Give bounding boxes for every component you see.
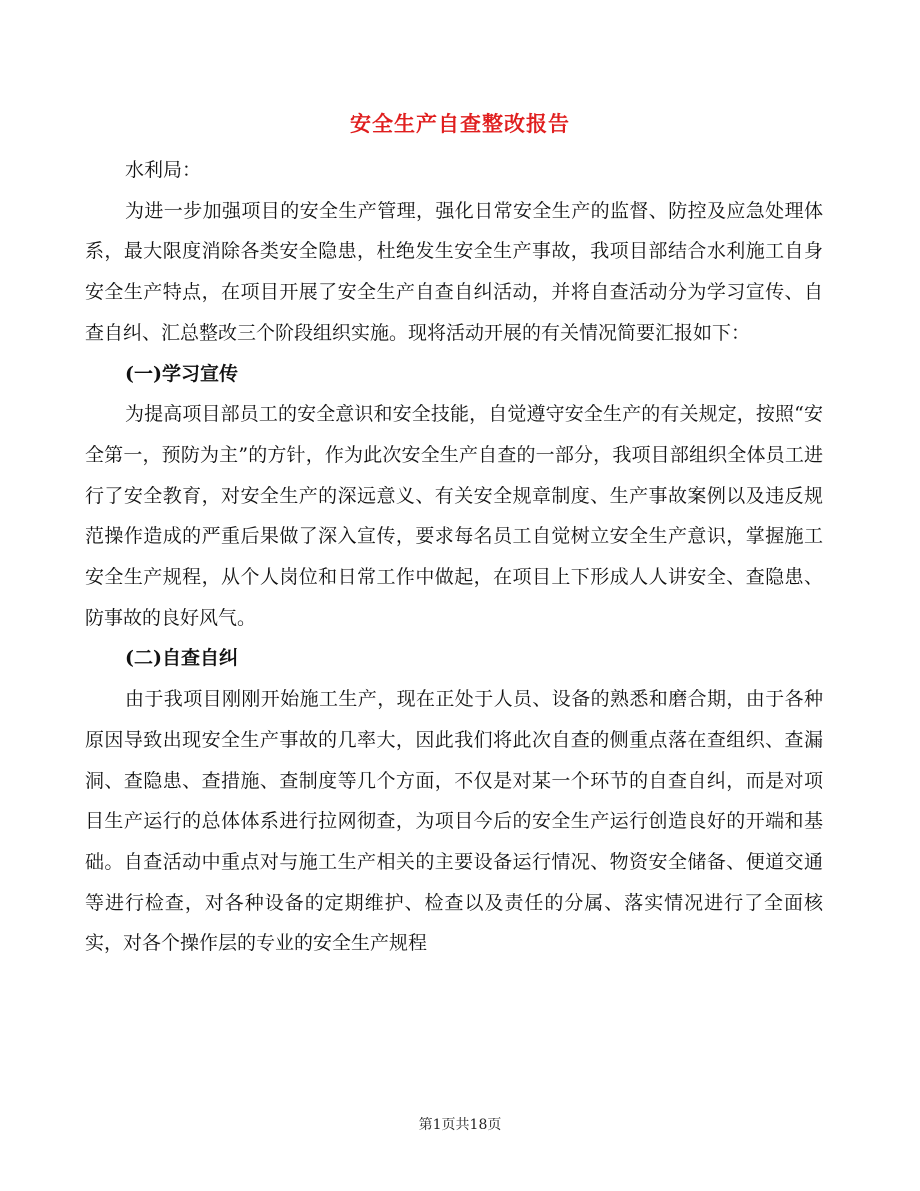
- salutation: 水利局：: [125, 159, 202, 181]
- section-paragraph-2: 由于我项目刚刚开始施工生产，现在正处于人员、设备的熟悉和磨合期，由于各种原因导致出现安全生产事故的几率大，因此我们将此次自查的侧重点落在查组织、查漏洞、查隐患、查措施、查制度等几个方面，不仅是对某一个环节的自查自纠，而是对项目生产运行的总体体系进行拉网彻查，为项目今后的安全生产运行创造良好的开端和基础。自查活动中重点对与施工生产相关的主要设备运行情况、物资安全储备、便道交通等进行检查，对各种设备的定期维护、检查以及责任的分属、落实情况进行了全面核实，对各个操作层的专业的安全生产规程: [85, 688, 823, 955]
- section-heading-1: (一)学习宣传: [125, 362, 238, 385]
- section-heading-2: (二)自查自纠: [125, 647, 238, 670]
- document-title: 安全生产自查整改报告: [350, 111, 570, 136]
- page-number: 第1页共18页: [418, 1117, 502, 1133]
- section-paragraph-1: 为提高项目部员工的安全意识和安全技能，自觉遵守安全生产的有关规定，按照“安全第一，预防为主”的方针，作为此次安全生产自查的一部分，我项目部组织全体员工进行了安全教育，对安全生产的深远意义、有关安全规章制度、生产事故案例以及违反规范操作造成的严重后果做了深入宣传，要求每名员工自觉树立安全生产意识，掌握施工安全生产规程，从个人岗位和日常工作中做起，在项目上下形成人人讲安全、查隐患、防事故的良好风气。: [85, 403, 823, 629]
- intro-paragraph: 为进一步加强项目的安全生产管理，强化日常安全生产的监督、防控及应急处理体系，最大限度消除各类安全隐患，杜绝发生安全生产事故，我项目部结合水利施工自身安全生产特点，在项目开展了安全生产自查自纠活动，并将自查活动分为学习宣传、自查自纠、汇总整改三个阶段组织实施。现将活动开展的有关情况简要汇报如下：: [85, 199, 823, 344]
- document-body: [85, 150, 823, 964]
